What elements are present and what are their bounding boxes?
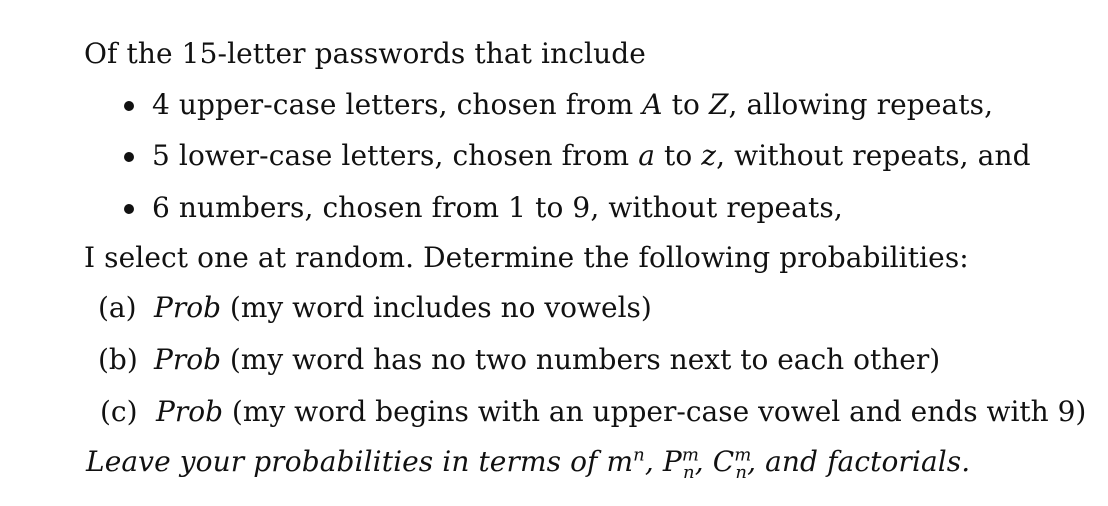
question-b-label: (b) <box>98 343 138 376</box>
question-a: Prob (my word includes no vowels) <box>154 291 652 324</box>
select-instruction: I select one at random. Determine the following probabilities: <box>84 241 969 274</box>
answer-format-note: Leave your probabilities in terms of $m^n$, $P^m_n$, $C^m_n$, and factorials. <box>86 444 971 483</box>
bullet-icon <box>124 204 134 214</box>
question-c-label: (c) <box>100 395 138 428</box>
question-b: Prob (my word has no two numbers next to each other) <box>154 343 941 376</box>
bullet-icon <box>124 152 134 162</box>
requirement-lowercase: 5 lower-case letters, chosen from a to z, without repeats, and <box>152 139 1031 172</box>
intro-text: Of the 15-letter passwords that include <box>84 37 646 70</box>
bullet-icon <box>124 101 134 111</box>
requirement-uppercase: 4 upper-case letters, chosen from A to Z, allowing repeats, <box>152 88 994 121</box>
question-c: Prob (my word begins with an upper-case vowel and ends with 9) <box>156 395 1087 428</box>
question-a-label: (a) <box>98 291 137 324</box>
requirement-numbers: 6 numbers, chosen from 1 to 9, without repeats, <box>152 191 843 224</box>
